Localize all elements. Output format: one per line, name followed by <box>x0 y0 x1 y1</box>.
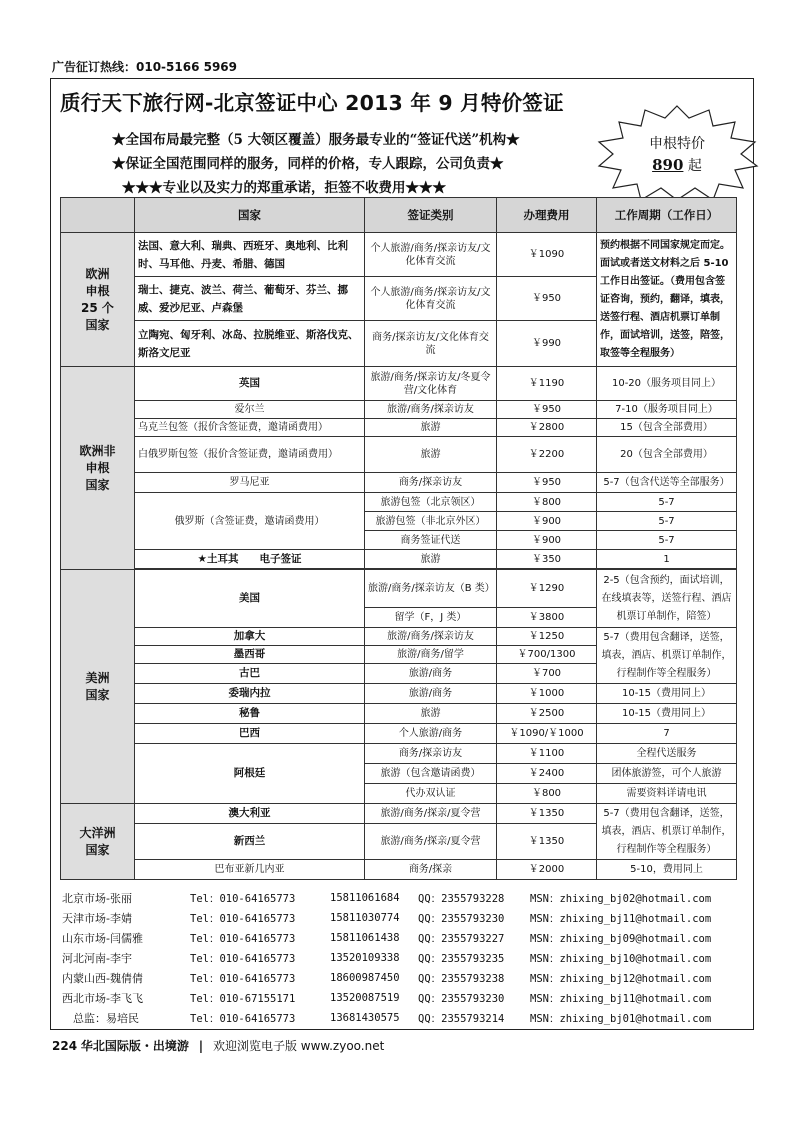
country-cell: 法国、意大利、瑞典、西班牙、奥地利、比利时、马耳他、丹麦、希腊、德国 <box>135 233 365 277</box>
visa-type-cell: 旅游/商务 <box>365 684 497 704</box>
visa-type-cell: 旅游 <box>365 704 497 724</box>
contact-msn: MSN：zhixing_bj11@hotmail.com <box>530 912 712 925</box>
contact-tel: Tel：010-64165773 <box>190 952 296 965</box>
period-cell: 5-7 <box>597 531 737 550</box>
visa-type-cell: 商务签证代送 <box>365 531 497 550</box>
contact-mobile: 15811061684 <box>330 892 400 904</box>
country-cell: 俄罗斯（含签证费，邀请函费用） <box>135 493 365 550</box>
visa-type-cell: 代办双认证 <box>365 784 497 804</box>
visa-type-cell: 旅游/商务/探亲访友（B 类） <box>365 570 497 608</box>
country-cell: 古巴 <box>135 664 365 684</box>
table-header-row <box>61 198 737 233</box>
country-cell: 爱尔兰 <box>135 401 365 419</box>
slogan-1: ★全国布局最完整（5 大领区覆盖）服务最专业的“签证代送”机构★ <box>112 132 520 148</box>
fee-cell: ￥1090/￥1000 <box>497 724 597 744</box>
contact-name: 北京市场-张丽 <box>62 892 132 905</box>
contact-name: 河北河南-李宇 <box>62 952 132 965</box>
region-europe-non-schengen <box>61 367 135 570</box>
fee-cell: ￥950 <box>497 277 597 321</box>
contact-qq: QQ：2355793214 <box>418 1012 505 1025</box>
table-row <box>61 233 737 277</box>
contact-name: 山东市场-闫儒雅 <box>62 932 143 945</box>
slogan-2: ★保证全国范围同样的服务，同样的价格，专人跟踪，公司负责★ <box>112 156 504 172</box>
fee-cell: ￥800 <box>497 493 597 512</box>
contact-tel: Tel：010-64165773 <box>190 1012 296 1025</box>
fee-cell: ￥900 <box>497 512 597 531</box>
fee-cell: ￥1190 <box>497 367 597 401</box>
period-cell: 7 <box>597 724 737 744</box>
fee-cell: ￥990 <box>497 321 597 367</box>
contact-row <box>62 948 752 968</box>
contact-tel: Tel：010-64165773 <box>190 912 296 925</box>
fee-cell: ￥2800 <box>497 419 597 437</box>
visa-type-cell: 个人旅游/商务/探亲访友/文化体育交流 <box>365 233 497 277</box>
table-row <box>61 550 737 569</box>
contact-row <box>62 968 752 988</box>
visa-type-cell: 旅游/商务/探亲/夏令营 <box>365 824 497 860</box>
period-cell: 5-7 <box>597 493 737 512</box>
contact-row <box>62 908 752 928</box>
fee-cell: ￥2000 <box>497 860 597 880</box>
country-cell: 罗马尼亚 <box>135 473 365 493</box>
table-row <box>61 473 737 493</box>
visa-type-cell: 旅游包签（非北京外区） <box>365 512 497 531</box>
country-cell: 瑞士、捷克、波兰、荷兰、葡萄牙、芬兰、挪威、爱沙尼亚、卢森堡 <box>135 277 365 321</box>
table-row <box>61 367 737 401</box>
contact-qq: QQ：2355793230 <box>418 912 505 925</box>
country-cell: 巴西 <box>135 724 365 744</box>
contact-msn: MSN：zhixing_bj02@hotmail.com <box>530 892 712 905</box>
period-cell: 15（包含全部费用） <box>597 419 737 437</box>
fee-cell: ￥1290 <box>497 570 597 608</box>
country-cell: 墨西哥 <box>135 646 365 664</box>
contact-mobile: 18600987450 <box>330 972 400 984</box>
contact-tel: Tel：010-64165773 <box>190 892 296 905</box>
period-cell: 需要资料详请电讯 <box>597 784 737 804</box>
period-cell: 预约根据不同国家规定而定。面试或者送文材料之后 5-10 工作日出签证。（费用包含签证咨询，预约，翻译，填表，送签行程、酒店机票订单制作，面试培训，送签，陪签，取签等全程服务） <box>597 233 737 367</box>
country-cell: 秘鲁 <box>135 704 365 724</box>
header-fee: 办理费用 <box>497 198 597 233</box>
visa-type-cell: 旅游/商务/探亲访友 <box>365 628 497 646</box>
contact-qq: QQ：2355793227 <box>418 932 505 945</box>
region-europe-schengen <box>61 233 135 367</box>
country-cell: 立陶宛、匈牙利、冰岛、拉脱维亚、斯洛伐克、斯洛文尼亚 <box>135 321 365 367</box>
contact-mobile: 15811030774 <box>330 912 400 924</box>
period-cell: 5-7 <box>597 512 737 531</box>
header-visa-type: 签证类别 <box>365 198 497 233</box>
contact-tel: Tel：010-67155171 <box>190 992 296 1005</box>
country-cell: 美国 <box>135 570 365 628</box>
contact-row <box>62 888 752 908</box>
table-row <box>61 724 737 744</box>
contact-qq: QQ：2355793235 <box>418 952 505 965</box>
visa-type-cell: 旅游/商务/探亲/夏令营 <box>365 804 497 824</box>
footer-separator: | <box>198 1039 204 1053</box>
country-cell: 新西兰 <box>135 824 365 860</box>
table-row <box>61 493 737 512</box>
fee-cell: ￥2500 <box>497 704 597 724</box>
country-cell: 加拿大 <box>135 628 365 646</box>
visa-price-table <box>60 197 737 880</box>
contact-msn: MSN：zhixing_bj09@hotmail.com <box>530 932 712 945</box>
contact-name: 内蒙山西-魏倩倩 <box>62 972 143 985</box>
table-row <box>61 570 737 608</box>
page-number: 224 <box>52 1039 78 1053</box>
contact-msn: MSN：zhixing_bj12@hotmail.com <box>530 972 712 985</box>
table-row <box>61 437 737 473</box>
country-cell: 乌克兰包签（报价含签证费，邀请函费用） <box>135 419 365 437</box>
period-cell: 20（包含全部费用） <box>597 437 737 473</box>
visa-type-cell: 旅游 <box>365 437 497 473</box>
fee-cell: ￥950 <box>497 473 597 493</box>
fee-cell: ￥1350 <box>497 804 597 824</box>
table-row <box>61 744 737 764</box>
contact-row <box>62 1008 752 1028</box>
contact-name: 天津市场-李婧 <box>62 912 132 925</box>
contact-tel: Tel：010-64165773 <box>190 972 296 985</box>
country-cell: 委瑞内拉 <box>135 684 365 704</box>
region-label: 大洋洲 国家 <box>79 825 116 857</box>
contact-qq: QQ：2355793238 <box>418 972 505 985</box>
period-cell: 5-7（费用包含翻译，送签，填表，酒店、机票订单制作，行程制作等全程服务） <box>597 804 737 860</box>
visa-type-cell: 旅游包签（北京领区） <box>365 493 497 512</box>
table-row <box>61 804 737 824</box>
visa-type-cell: 商务/探亲访友/文化体育交流 <box>365 321 497 367</box>
fee-cell: ￥800 <box>497 784 597 804</box>
region-label: 美洲 国家 <box>85 670 110 702</box>
magazine-name: 华北国际版・出境游 <box>80 1039 189 1053</box>
header-country: 国家 <box>135 198 365 233</box>
fee-cell: ￥350 <box>497 550 597 569</box>
region-label: 欧洲 申根 25 个 国家 <box>81 266 114 332</box>
table-row <box>61 684 737 704</box>
table-row <box>61 704 737 724</box>
fee-cell: ￥950 <box>497 401 597 419</box>
contact-msn: MSN：zhixing_bj01@hotmail.com <box>530 1012 712 1025</box>
fee-cell: ￥1090 <box>497 233 597 277</box>
period-cell: 1 <box>597 550 737 569</box>
contact-mobile: 13520109338 <box>330 952 400 964</box>
contact-qq: QQ：2355793228 <box>418 892 505 905</box>
visa-type-cell: 商务/探亲访友 <box>365 473 497 493</box>
visa-type-cell: 旅游（包含邀请函费） <box>365 764 497 784</box>
visa-type-cell: 个人旅游/商务/探亲访友/文化体育交流 <box>365 277 497 321</box>
visa-type-cell: 旅游/商务/探亲访友 <box>365 401 497 419</box>
visa-type-cell: 个人旅游/商务 <box>365 724 497 744</box>
fee-cell: ￥2400 <box>497 764 597 784</box>
country-cell: 英国 <box>135 367 365 401</box>
region-oceania <box>61 804 135 880</box>
contact-qq: QQ：2355793230 <box>418 992 505 1005</box>
fee-cell: ￥1350 <box>497 824 597 860</box>
header-region <box>61 198 135 233</box>
contact-row <box>62 928 752 948</box>
fee-cell: ￥3800 <box>497 608 597 628</box>
table-row <box>61 419 737 437</box>
fee-cell: ￥1100 <box>497 744 597 764</box>
badge-price: 890 <box>652 156 684 174</box>
visa-type-cell: 商务/探亲访友 <box>365 744 497 764</box>
header-period: 工作周期（工作日） <box>597 198 737 233</box>
contact-mobile: 13681430575 <box>330 1012 400 1024</box>
badge-suffix: 起 <box>687 158 702 174</box>
table-row <box>61 401 737 419</box>
country-cell: 白俄罗斯包签（报价含签证费，邀请函费用） <box>135 437 365 473</box>
period-cell: 5-10，费用同上 <box>597 860 737 880</box>
visa-type-cell: 旅游/商务/留学 <box>365 646 497 664</box>
period-cell: 7-10（服务项目同上） <box>597 401 737 419</box>
contact-tel: Tel：010-64165773 <box>190 932 296 945</box>
contact-name: 西北市场-李飞飞 <box>62 992 143 1005</box>
fee-cell: ￥1000 <box>497 684 597 704</box>
visa-type-cell: 旅游/商务 <box>365 664 497 684</box>
period-cell: 2-5（包含预约，面试培训，在线填表等，送签行程、酒店机票订单制作，陪签） <box>597 570 737 628</box>
country-cell: 澳大利亚 <box>135 804 365 824</box>
contact-mobile: 15811061438 <box>330 932 400 944</box>
fee-cell: ￥900 <box>497 531 597 550</box>
visa-type-cell: 旅游 <box>365 419 497 437</box>
contact-msn: MSN：zhixing_bj11@hotmail.com <box>530 992 712 1005</box>
region-label: 欧洲非 申根 国家 <box>79 443 116 492</box>
region-americas <box>61 570 135 804</box>
price-badge-text <box>593 134 761 177</box>
visa-type-cell: 旅游 <box>365 550 497 569</box>
contact-msn: MSN：zhixing_bj10@hotmail.com <box>530 952 712 965</box>
country-cell: ★土耳其 电子签证 <box>135 550 365 569</box>
footer-website: 欢迎浏览电子版 www.zyoo.net <box>212 1039 385 1053</box>
period-cell: 5-7（包含代送等全部服务） <box>597 473 737 493</box>
fee-cell: ￥2200 <box>497 437 597 473</box>
period-cell: 10-20（服务项目同上） <box>597 367 737 401</box>
country-cell: 巴布亚新几内亚 <box>135 860 365 880</box>
period-cell: 5-7（费用包含翻译，送签，填表，酒店、机票订单制作，行程制作等全程服务） <box>597 628 737 684</box>
fee-cell: ￥700 <box>497 664 597 684</box>
contact-row <box>62 988 752 1008</box>
slogan-3: ★★★专业以及实力的郑重承诺，拒签不收费用★★★ <box>122 180 446 196</box>
country-cell: 阿根廷 <box>135 744 365 804</box>
page-title: 质行天下旅行网-北京签证中心 2013 年 9 月特价签证 <box>60 91 564 115</box>
visa-type-cell: 旅游/商务/探亲访友/冬夏令营/文化体育 <box>365 367 497 401</box>
page-footer <box>52 1037 384 1054</box>
ad-hotline: 广告征订热线：010-5166 5969 <box>52 60 238 74</box>
period-cell: 团体旅游签，可个人旅游 <box>597 764 737 784</box>
badge-line1: 申根特价 <box>649 136 705 152</box>
period-cell: 全程代送服务 <box>597 744 737 764</box>
visa-type-cell: 留学（F，J 类） <box>365 608 497 628</box>
table-row <box>61 860 737 880</box>
fee-cell: ￥700/1300 <box>497 646 597 664</box>
contact-name: 总监：易培民 <box>62 1012 139 1025</box>
contact-mobile: 13520087519 <box>330 992 400 1004</box>
visa-type-cell: 商务/探亲 <box>365 860 497 880</box>
fee-cell: ￥1250 <box>497 628 597 646</box>
period-cell: 10-15（费用同上） <box>597 684 737 704</box>
table-row <box>61 628 737 646</box>
contact-list <box>62 888 752 1028</box>
period-cell: 10-15（费用同上） <box>597 704 737 724</box>
